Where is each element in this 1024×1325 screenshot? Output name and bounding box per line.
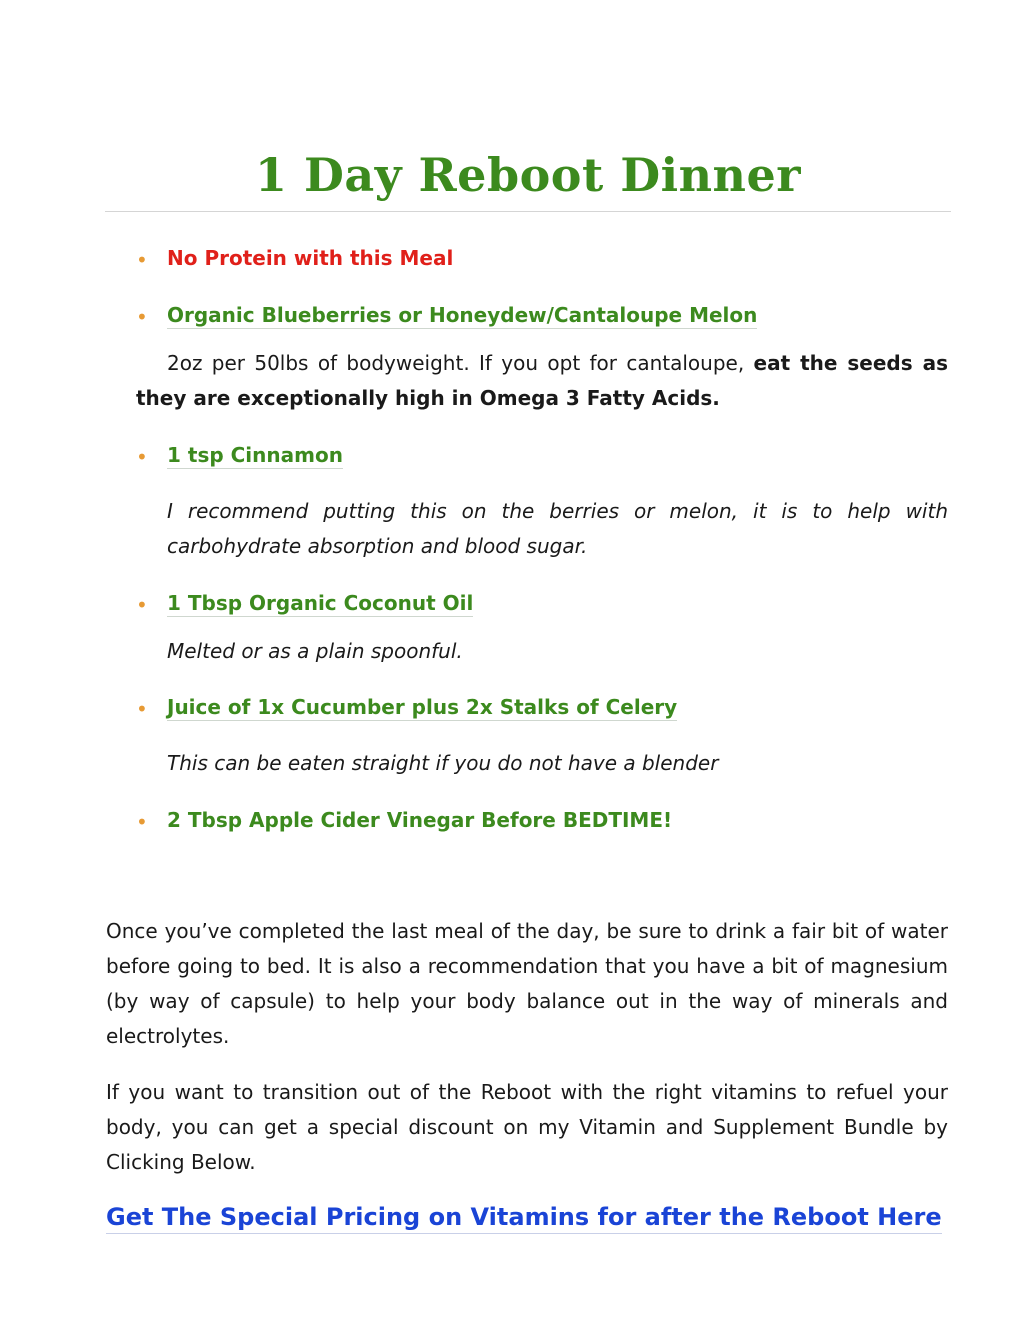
bullet-icon: • (136, 593, 148, 617)
note-bold-text: eat the seeds as they are exceptionally high in Omega 3 Fatty Acids. (136, 351, 949, 410)
item-blueberries-link[interactable]: Organic Blueberries or Honeydew/Cantaloupe Melon (167, 303, 758, 327)
title-divider (105, 211, 951, 212)
bullet-icon: • (136, 445, 148, 469)
item-vinegar: 2 Tbsp Apple Cider Vinegar Before BEDTIME! (167, 808, 673, 832)
item-cinnamon-link[interactable]: 1 tsp Cinnamon (167, 443, 343, 467)
bullet-icon: • (136, 305, 148, 329)
closing-paragraph: Once you’ve completed the last meal of the day, be sure to drink a fair bit of water before going to bed. It is also a recommendation that you have a bit of magnesium (by way of capsule) to help your body balance out in the way of minerals and electrolytes. (106, 919, 948, 1048)
item-juice-note: This can be eaten straight if you do not have a blender (167, 751, 719, 775)
discount-paragraph: If you want to transition out of the Reboot with the right vitamins to refuel your body, you can get a special discount on my Vitamin and Supplement Bundle by Clicking Below. (106, 1080, 948, 1174)
item-cinnamon-note: I recommend putting this on the berries or melon, it is to help with carbohydrate absorption and blood sugar. (167, 499, 948, 558)
note-plain-text: 2oz per 50lbs of bodyweight. If you opt for cantaloupe, (167, 351, 754, 375)
special-pricing-link[interactable]: Get The Special Pricing on Vitamins for after the Reboot Here (106, 1203, 942, 1234)
bullet-icon: • (136, 697, 148, 721)
bullet-icon: • (136, 248, 148, 272)
bullet-icon: • (136, 810, 148, 834)
item-juice-link[interactable]: Juice of 1x Cucumber plus 2x Stalks of Celery (167, 695, 678, 719)
item-coconut-oil-note: Melted or as a plain spoonful. (167, 639, 463, 663)
item-no-protein: No Protein with this Meal (167, 246, 454, 270)
page-title: 1 Day Reboot Dinner (254, 148, 801, 202)
item-coconut-oil-link[interactable]: 1 Tbsp Organic Coconut Oil (167, 591, 474, 615)
item-blueberries-note (136, 346, 948, 416)
